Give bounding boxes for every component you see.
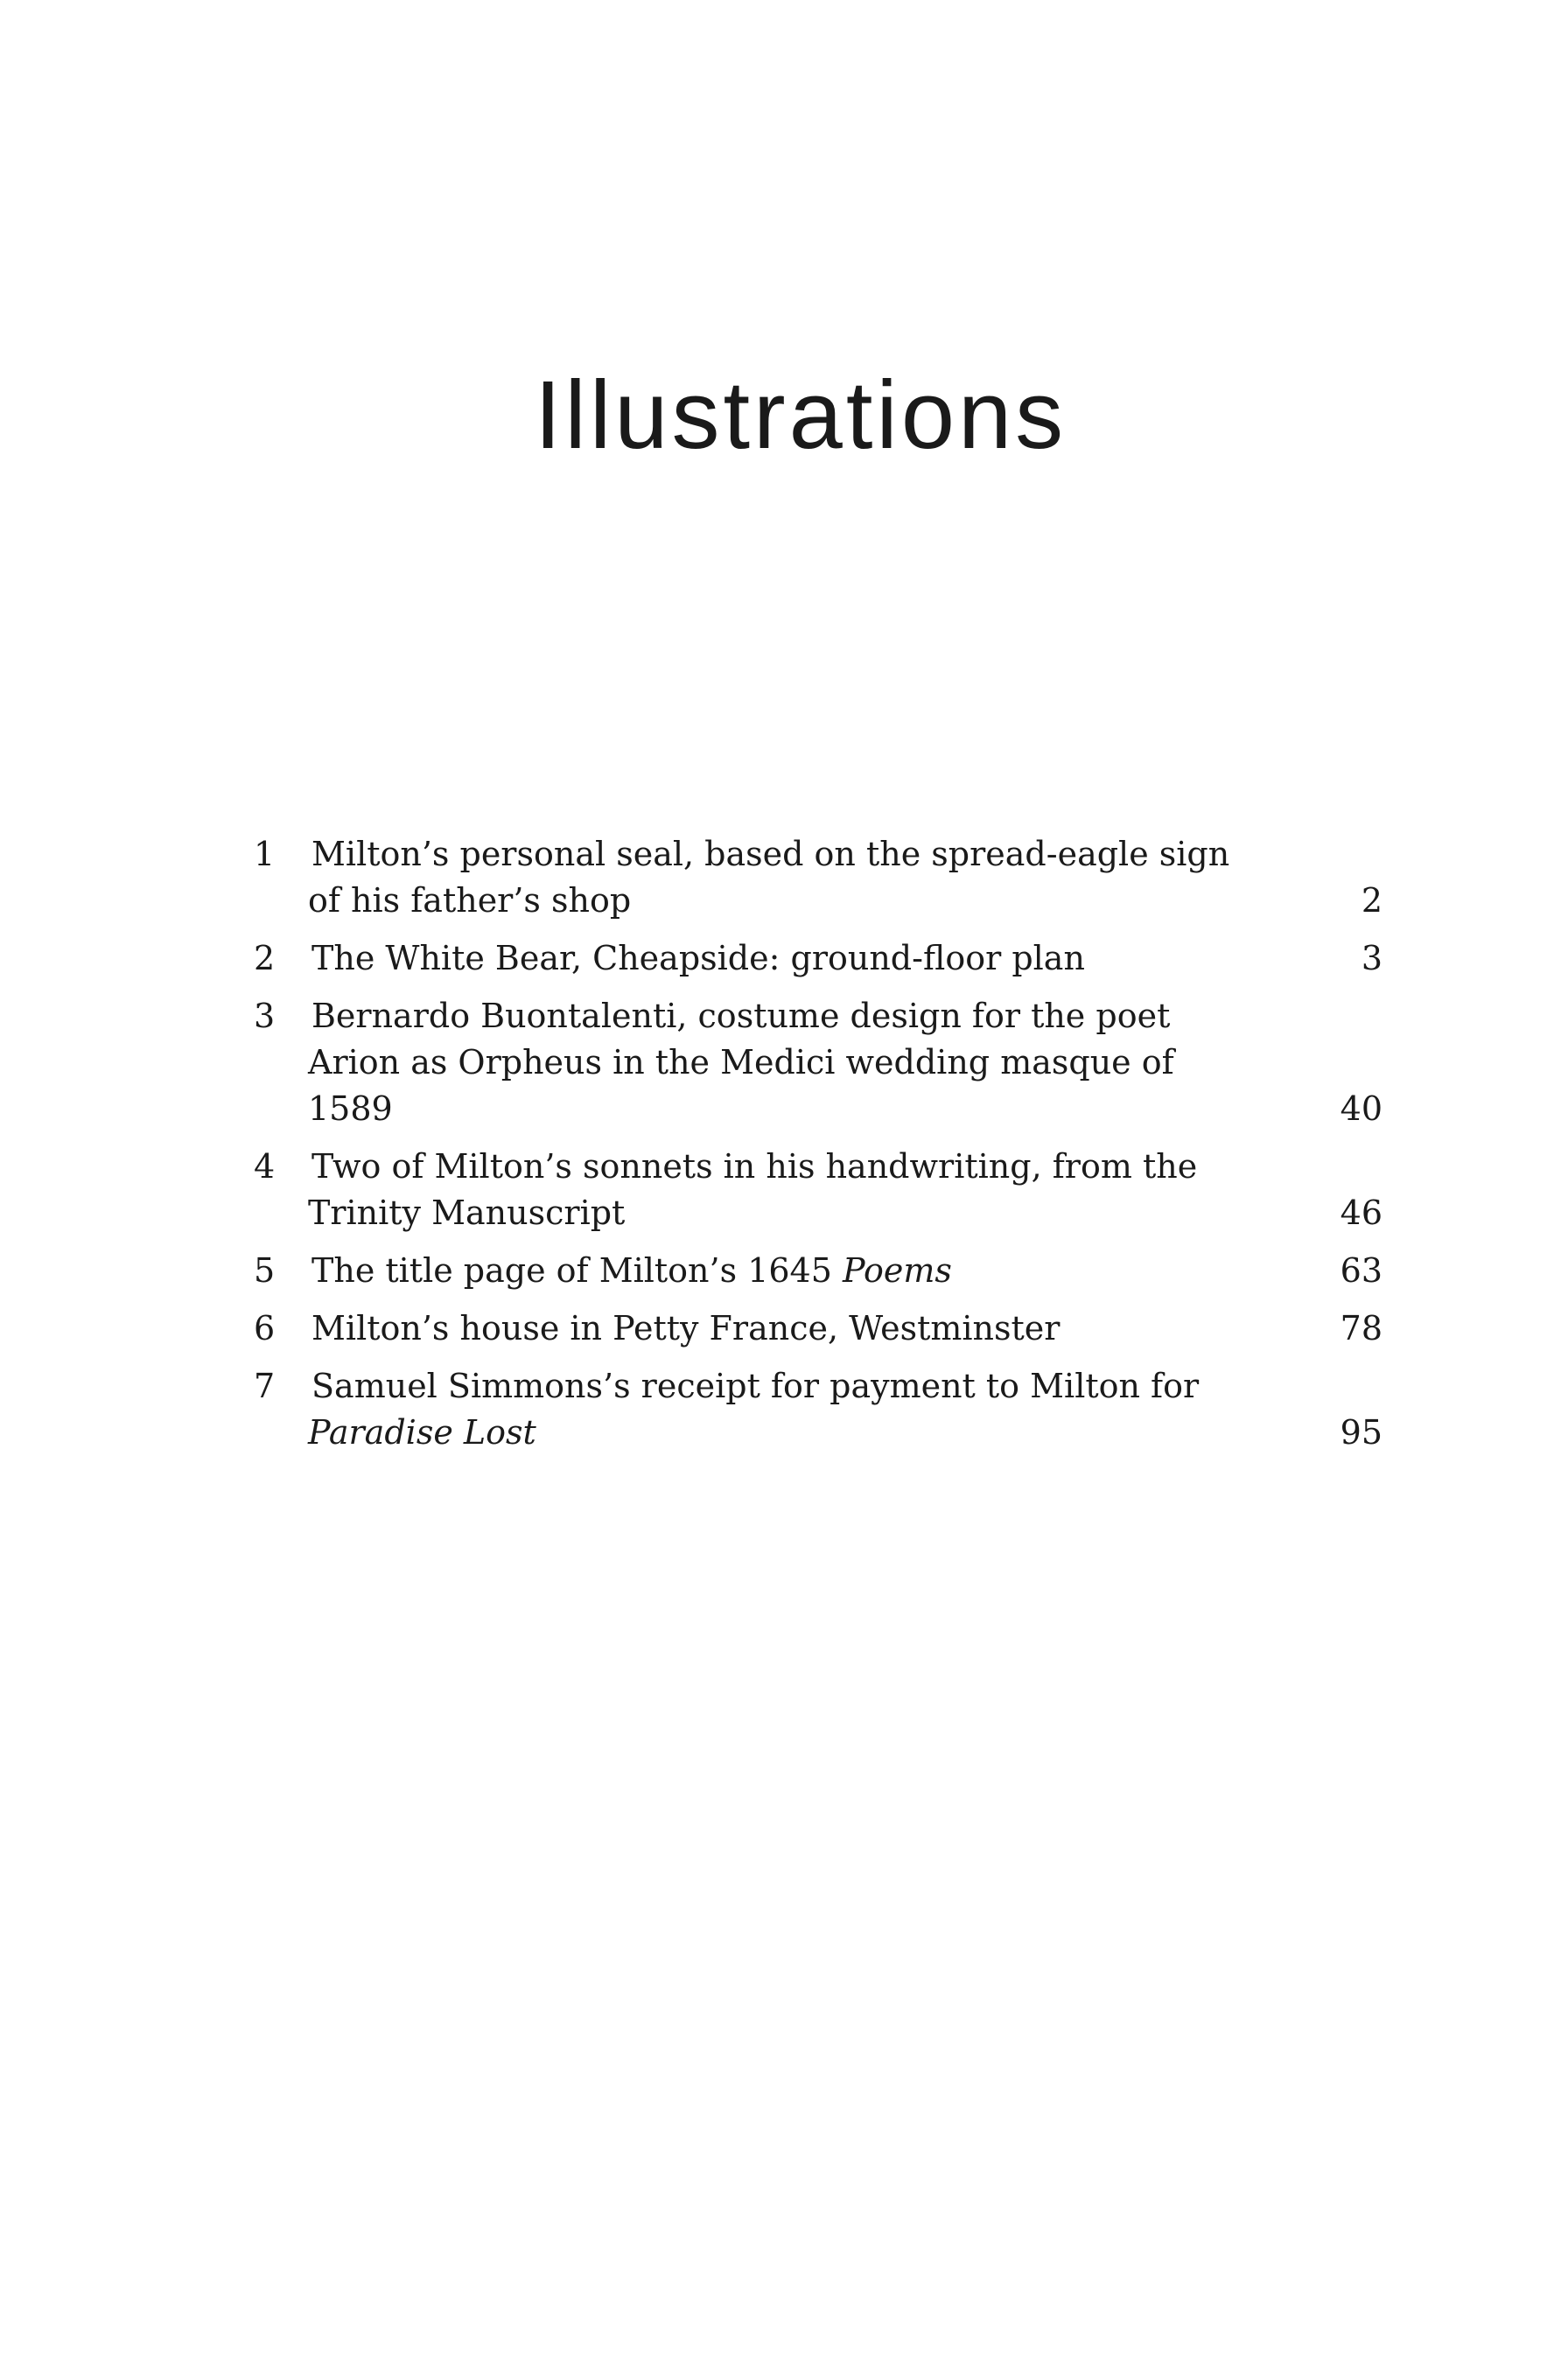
item-caption (312, 1248, 1278, 1294)
caption-line: Trinity Manuscript (308, 1194, 626, 1232)
caption-line: Milton’s house in Petty France, Westminster (312, 1309, 1060, 1348)
item-number: 2 (254, 939, 276, 977)
item-caption (312, 1306, 1278, 1352)
caption-line: of his father’s shop (308, 881, 632, 920)
item-number: 1 (254, 835, 276, 873)
caption-italic-title: Poems (842, 1251, 952, 1290)
item-caption (308, 1144, 1278, 1236)
caption-italic-title: Paradise Lost (308, 1413, 536, 1452)
list-item (254, 1363, 1382, 1456)
item-page-number: 63 (1340, 1251, 1382, 1290)
item-page-number: 46 (1340, 1194, 1382, 1232)
item-page-number: 40 (1340, 1089, 1382, 1128)
item-page-number: 78 (1340, 1309, 1382, 1348)
item-caption (312, 935, 1278, 982)
illustrations-list (254, 831, 1382, 1467)
list-item (254, 993, 1382, 1132)
item-page-number: 2 (1361, 881, 1382, 920)
caption-line: Samuel Simmons’s receipt for payment to Milton for (312, 1367, 1200, 1405)
list-item (254, 1248, 1382, 1294)
list-item (254, 1144, 1382, 1236)
item-page-number: 3 (1361, 939, 1382, 977)
item-number: 6 (254, 1309, 276, 1348)
caption-line: 1589 (308, 1089, 393, 1128)
caption-text: The title page of Milton’s 1645 (312, 1251, 843, 1290)
caption-line: Bernardo Buontalenti, costume design for the poet (312, 997, 1171, 1035)
item-caption (308, 993, 1278, 1132)
item-number: 7 (254, 1367, 276, 1405)
item-page-number: 95 (1340, 1413, 1382, 1452)
caption-line (312, 1248, 1278, 1294)
item-caption (308, 831, 1278, 924)
list-item (254, 831, 1382, 924)
caption-line: Arion as Orpheus in the Medici wedding masque of (308, 1043, 1174, 1082)
item-number: 5 (254, 1251, 276, 1290)
caption-line: Two of Milton’s sonnets in his handwriting, from the (312, 1147, 1198, 1186)
caption-line: The White Bear, Cheapside: ground-floor plan (312, 939, 1085, 977)
item-number: 4 (254, 1147, 276, 1186)
item-number: 3 (254, 997, 276, 1035)
list-item (254, 935, 1382, 982)
page-title: Illustrations (534, 361, 1068, 469)
list-item (254, 1306, 1382, 1352)
item-caption (308, 1363, 1278, 1456)
caption-line: Milton’s personal seal, based on the spread-eagle sign (312, 835, 1230, 873)
